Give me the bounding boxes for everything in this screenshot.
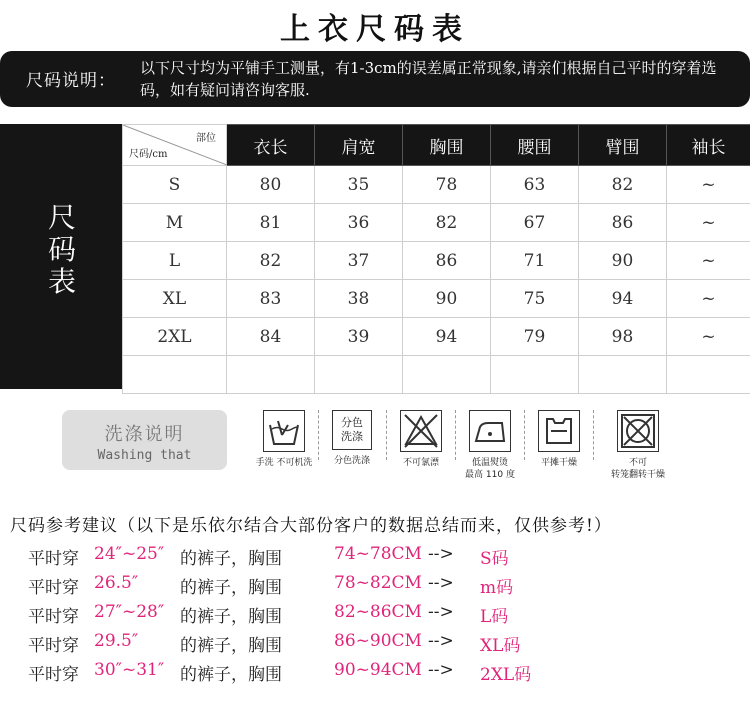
advice-arrow: -->: [428, 602, 454, 622]
column-header: 肩宽: [315, 125, 403, 166]
advice-prefix: 平时穿: [28, 665, 79, 685]
care-caption: 分色洗涤: [333, 456, 370, 466]
measurement-cell: 82: [403, 204, 491, 242]
advice-middle: 的裤子，胸围: [180, 549, 282, 569]
advice-waist: 26.5″: [94, 573, 139, 593]
size-row: [123, 280, 750, 318]
measurement-cell: [227, 356, 315, 394]
advice-bust: 86~90CM: [334, 631, 422, 651]
measurement-cell: 63: [491, 166, 579, 204]
size-table-corner-cell: [123, 125, 227, 166]
care-caption: 不可氯漂: [402, 458, 439, 468]
measurement-cell: 86: [403, 242, 491, 280]
measurement-cell: [579, 356, 667, 394]
size-table: [122, 124, 750, 394]
measurement-cell: 90: [403, 280, 491, 318]
size-table-body: [123, 166, 750, 394]
advice-bust: 74~78CM: [334, 544, 422, 564]
advice-size: S码: [480, 549, 509, 569]
measurement-cell: 80: [227, 166, 315, 204]
advice-bust: 90~94CM: [334, 660, 422, 680]
size-table-header-row: [123, 125, 750, 166]
advice-middle: 的裤子，胸围: [180, 607, 282, 627]
advice-size: XL码: [480, 636, 521, 656]
measurement-cell: [403, 356, 491, 394]
size-cell: XL: [123, 280, 227, 318]
measurement-cell: [491, 356, 579, 394]
column-header: 胸围: [403, 125, 491, 166]
measurement-cell: 67: [491, 204, 579, 242]
care-item-low-iron: [455, 410, 525, 481]
advice-arrow: -->: [428, 573, 454, 593]
advice-middle: 的裤子，胸围: [180, 636, 282, 656]
care-item-flat-dry: [524, 410, 594, 469]
size-row: [123, 242, 750, 280]
care-item-hand-wash: [249, 410, 319, 469]
measurement-cell: 71: [491, 242, 579, 280]
advice-size: m码: [480, 578, 514, 598]
care-item-no-bleach: [386, 410, 456, 469]
size-table-side-label: 尺码表: [47, 201, 76, 298]
advice-prefix: 平时穿: [28, 549, 79, 569]
measurement-cell: 37: [315, 242, 403, 280]
measurement-cell: 79: [491, 318, 579, 356]
care-divider: [593, 410, 594, 460]
advice-bust: 82~86CM: [334, 602, 422, 622]
advice-prefix: 平时穿: [28, 636, 79, 656]
advice-arrow: -->: [428, 660, 454, 680]
size-row: [123, 204, 750, 242]
advice-middle: 的裤子，胸围: [180, 578, 282, 598]
measurement-cell: [667, 356, 750, 394]
corner-part-label: 部位: [196, 133, 216, 144]
measurement-cell: 84: [227, 318, 315, 356]
size-cell: M: [123, 204, 227, 242]
advice-size: 2XL码: [480, 665, 532, 685]
measurement-cell: 98: [579, 318, 667, 356]
column-header: 臂围: [579, 125, 667, 166]
measurement-cell: 36: [315, 204, 403, 242]
column-header: 袖长: [667, 125, 750, 166]
no-bleach-icon: [400, 410, 442, 452]
measurement-cell: 90: [579, 242, 667, 280]
corner-size-label: 尺码/cm: [129, 149, 168, 160]
advice-bust: 78~82CM: [334, 573, 422, 593]
column-header: 衣长: [227, 125, 315, 166]
measurement-cell: [315, 356, 403, 394]
care-caption: 手洗 不可机洗: [255, 458, 313, 468]
notice-label: 尺码说明：: [26, 71, 116, 91]
advice-waist: 29.5″: [94, 631, 139, 651]
advice-waist: 27″~28″: [94, 602, 165, 622]
size-cell: [123, 356, 227, 394]
care-instructions-label: [62, 410, 227, 470]
measurement-cell: 82: [579, 166, 667, 204]
size-row: [123, 318, 750, 356]
measurement-cell: 94: [403, 318, 491, 356]
measurement-cell: ~: [667, 242, 750, 280]
care-label-zh: 洗涤说明: [104, 424, 185, 445]
care-caption: 不可 转笼翻转干燥: [610, 458, 665, 480]
care-item-separate-wash: [317, 410, 387, 467]
size-row: [123, 166, 750, 204]
size-cell: S: [123, 166, 227, 204]
measurement-cell: 83: [227, 280, 315, 318]
care-item-no-tumble-dry: [603, 410, 673, 481]
advice-title: 尺码参考建议（以下是乐依尔结合大部份客户的数据总结而来，仅供参考!）: [10, 516, 612, 536]
measurement-cell: 81: [227, 204, 315, 242]
page-title: 上衣尺码表: [280, 12, 470, 47]
low-iron-icon: [469, 410, 511, 452]
notice-text: 以下尺寸均为平铺手工测量，有1-3cm的误差属正常现象,请亲们根据自己平时的穿着选码，如有疑问请咨询客服.: [140, 59, 717, 99]
measurement-cell: ~: [667, 318, 750, 356]
advice-size: L码: [480, 607, 509, 627]
advice-waist: 30″~31″: [94, 660, 165, 680]
advice-prefix: 平时穿: [28, 607, 79, 627]
measurement-cell: ~: [667, 166, 750, 204]
measurement-cell: 86: [579, 204, 667, 242]
advice-arrow: -->: [428, 544, 454, 564]
care-caption: 平摊干燥: [540, 458, 577, 468]
advice-arrow: -->: [428, 631, 454, 651]
care-label-en: Washing that: [97, 448, 192, 463]
measurement-cell: ~: [667, 204, 750, 242]
no-tumble-dry-icon: [617, 410, 659, 452]
measurement-cell: 78: [403, 166, 491, 204]
separate-wash-icon: 分色 洗涤: [332, 410, 372, 450]
measurement-cell: 35: [315, 166, 403, 204]
size-row: [123, 356, 750, 394]
advice-middle: 的裤子，胸围: [180, 665, 282, 685]
advice-waist: 24″~25″: [94, 544, 165, 564]
measurement-cell: ~: [667, 280, 750, 318]
size-table-section: [0, 124, 750, 389]
hand-wash-icon: [263, 410, 305, 452]
column-header: 腰围: [491, 125, 579, 166]
size-table-side-block: [0, 124, 122, 389]
measurement-cell: 75: [491, 280, 579, 318]
size-cell: L: [123, 242, 227, 280]
size-cell: 2XL: [123, 318, 227, 356]
measurement-cell: 82: [227, 242, 315, 280]
measurement-cell: 39: [315, 318, 403, 356]
advice-prefix: 平时穿: [28, 578, 79, 598]
measurement-cell: 94: [579, 280, 667, 318]
care-caption: 低温熨烫 最高 110 度: [465, 458, 515, 480]
size-notice-banner: [0, 51, 750, 107]
measurement-cell: 38: [315, 280, 403, 318]
flat-dry-icon: [538, 410, 580, 452]
